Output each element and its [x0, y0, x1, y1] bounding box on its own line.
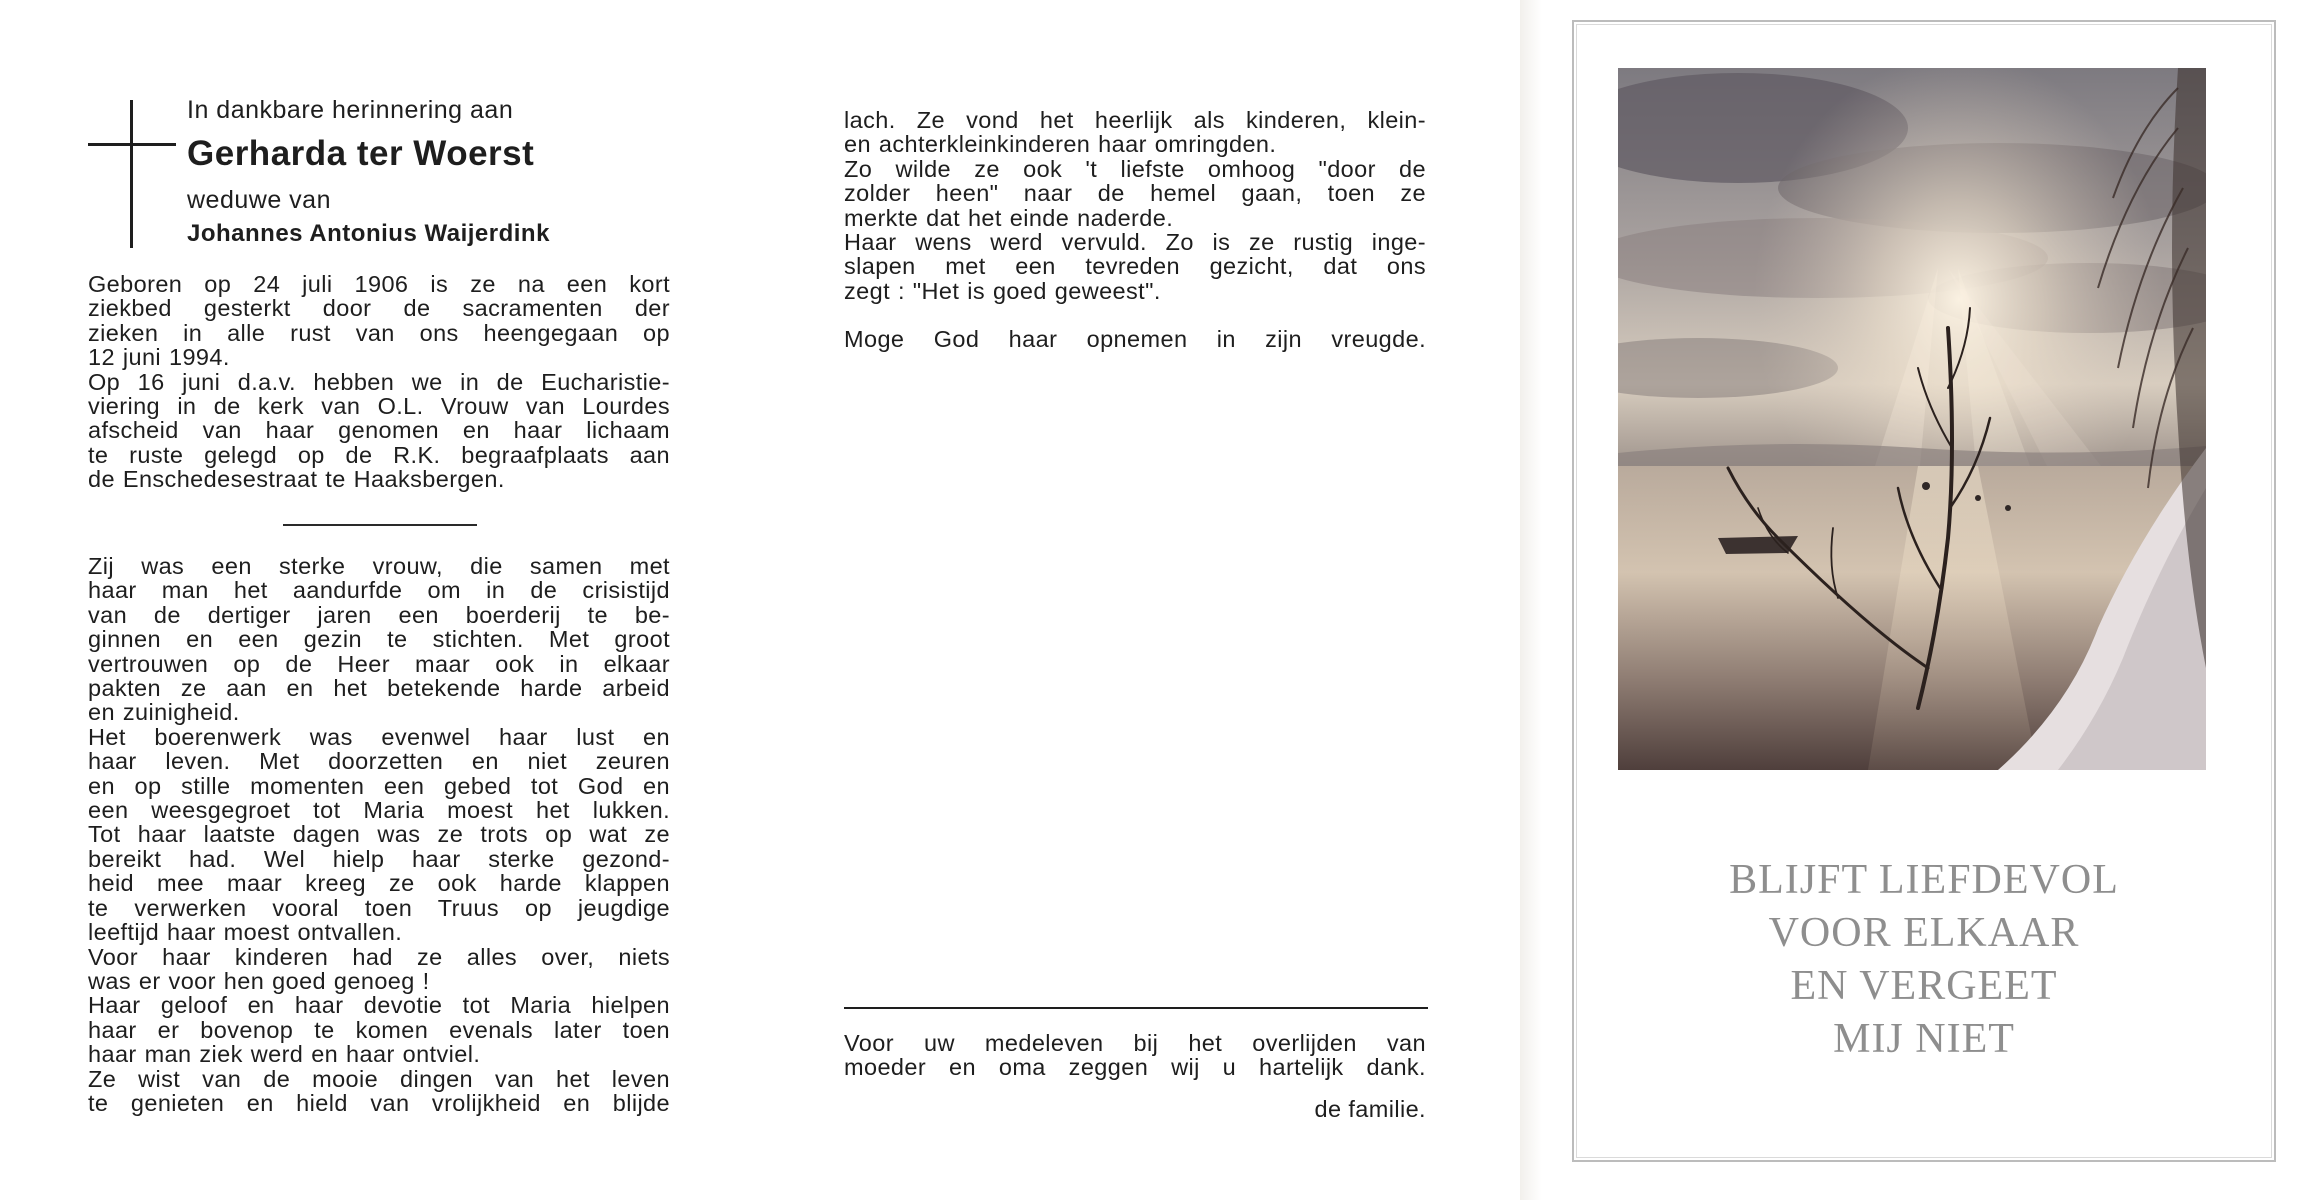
verse-line: EN VERGEET [1790, 963, 2058, 1009]
text-line: de Enschedesestraat te Haaksbergen. [88, 466, 505, 493]
text-line: Voor uw medeleven bij het overlijden van [844, 1030, 1426, 1056]
left-panel [0, 0, 760, 1200]
text-line: was er voor hen goed genoeg ! [88, 967, 430, 994]
text-line: haar leven. Met doorzetten en niet zeuren [88, 748, 670, 775]
birth-paragraph [88, 272, 670, 492]
divider [844, 1007, 1428, 1009]
text-line: slapen met een tevreden gezicht, dat ons [844, 253, 1426, 280]
deceased-name: Gerharda ter Woerst [187, 134, 535, 173]
text-line: Geboren op 24 juli 1906 is ze na een kort [88, 271, 670, 297]
text-line: Haar wens werd vervuld. Zo is ze rustig inge- [844, 229, 1426, 256]
widow-of-text: weduwe van [187, 186, 331, 214]
text-line: Voor haar kinderen had ze alles over, niets [88, 943, 670, 970]
text-line: een weesgegroet tot Maria moest het lukken. [88, 797, 670, 824]
text-line: zieken in alle rust van ons heengegaan op [88, 319, 670, 346]
text-line: ziekbed gesterkt door de sacramenten der [88, 295, 670, 322]
text-line: Ze wist van de mooie dingen van het leven [88, 1065, 670, 1092]
text-line: Het boerenwerk was evenwel haar lust en [88, 723, 670, 750]
text-line: zolder heen" naar de hemel gaan, toen ze [844, 180, 1426, 207]
intro-text: In dankbare herinnering aan [187, 96, 514, 124]
verse-line: MIJ NIET [1833, 1016, 2015, 1062]
card-fold-shadow [1520, 0, 1542, 1200]
text-line: Haar geloof en haar devotie tot Maria hielpen [88, 992, 670, 1019]
text-line: leeftijd haar moest ontvallen. [88, 919, 403, 946]
text-line: Tot haar laatste dagen was ze trots op wat ze [88, 821, 670, 848]
text-line: en op stille momenten een gebed tot God en [88, 772, 670, 799]
text-line: en zuinigheid. [88, 699, 240, 726]
text-line: Op 16 juni d.a.v. hebben we in de Eucharistie- [88, 368, 670, 395]
verse-text [1572, 854, 2276, 1066]
text-line: te ruste gelegd op de R.K. begraafplaats aan [88, 441, 670, 468]
right-panel [1520, 0, 2307, 1200]
thanks-paragraph [844, 1031, 1426, 1080]
text-line: haar man het aandurfde om in de crisistijd [88, 577, 670, 604]
text-line: lach. Ze vond het heerlijk als kinderen, klein- [844, 107, 1426, 133]
text-line: bereikt had. Wel hielp haar sterke gezond- [88, 845, 670, 872]
lake-sunset-image [1618, 68, 2206, 770]
cross-icon-bar [88, 143, 176, 146]
text-line: vertrouwen op de Heer maar ook in elkaar [88, 650, 670, 677]
life-paragraph [88, 554, 670, 1115]
text-line: te verwerken vooral toen Truus op jeugdige [88, 894, 670, 921]
text-line: te genieten en hield van vrolijkheid en blijde [88, 1089, 670, 1116]
husband-name: Johannes Antonius Waijerdink [187, 220, 550, 247]
landscape-photo [1618, 68, 2206, 770]
text-line: viering in de kerk van O.L. Vrouw van Lourdes [88, 393, 670, 420]
text-line: zegt : "Het is goed geweest". [844, 277, 1161, 304]
family-signature: de familie. [1314, 1096, 1426, 1122]
divider [283, 524, 477, 526]
text-line: Zo wilde ze ook 't liefste omhoog "door de [844, 155, 1426, 182]
continued-paragraph [844, 108, 1426, 303]
text-line: ginnen en een gezin te stichten. Met groot [88, 626, 670, 653]
verse-line: VOOR ELKAAR [1768, 910, 2080, 956]
cross-icon [130, 100, 133, 248]
text-line: haar man ziek werd en haar ontviel. [88, 1041, 481, 1068]
text-line: merkte dat het einde naderde. [844, 204, 1174, 231]
text-line: van de dertiger jaren een boerderij te be- [88, 601, 670, 628]
prayer-text: Moge God haar opnemen in zijn vreugde. [844, 326, 1426, 352]
text-line: pakten ze aan en het betekende harde arbeid [88, 675, 670, 702]
text-line: afscheid van haar genomen en haar lichaam [88, 417, 670, 444]
text-line: Zij was een sterke vrouw, die samen met [88, 553, 670, 579]
text-line: haar er bovenop te komen evenals later toen [88, 1016, 670, 1043]
middle-panel [760, 0, 1520, 1200]
text-line: moeder en oma zeggen wij u hartelijk dank. [844, 1054, 1426, 1081]
text-line: 12 juni 1994. [88, 344, 230, 371]
text-line: heid mee maar kreeg ze ook harde klappen [88, 870, 670, 897]
text-line: en achterkleinkinderen haar omringden. [844, 131, 1277, 158]
verse-line: BLIJFT LIEFDEVOL [1729, 857, 2119, 903]
